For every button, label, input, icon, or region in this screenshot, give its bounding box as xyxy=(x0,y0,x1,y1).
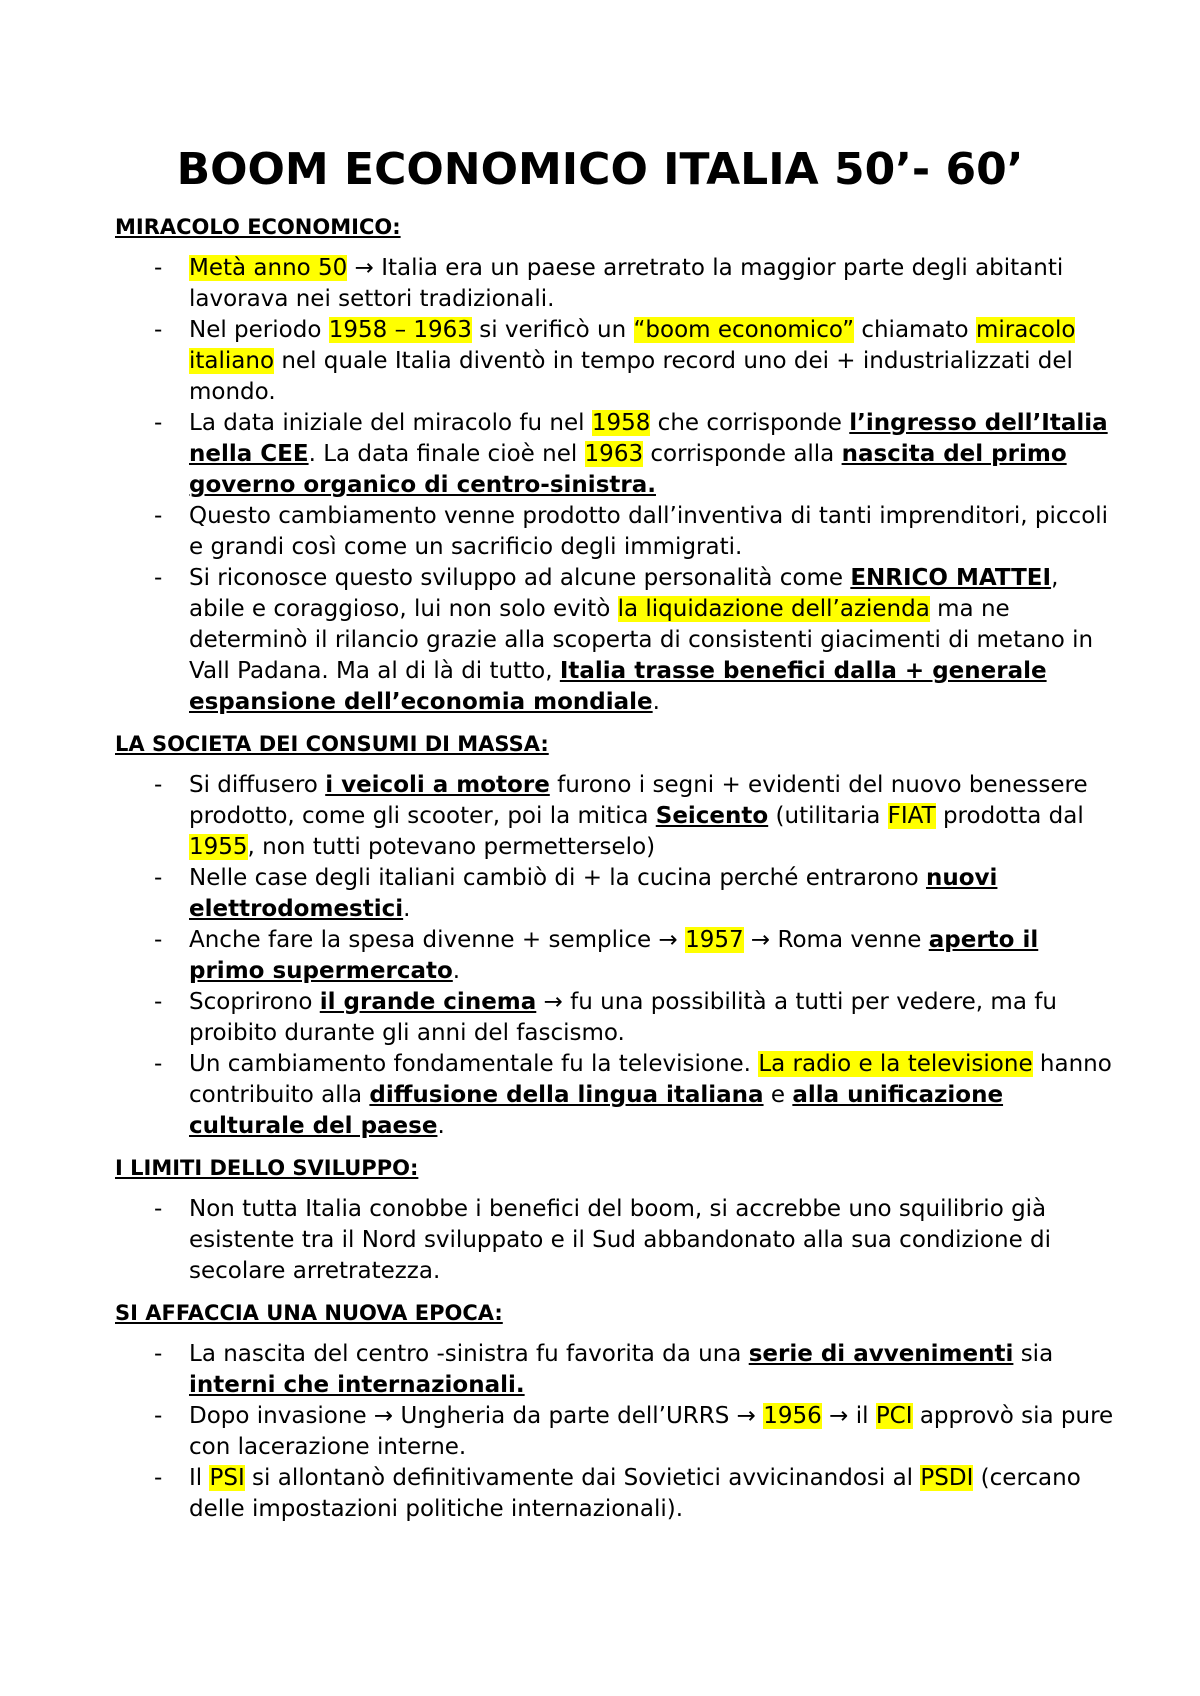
highlighted-text: PCI xyxy=(875,1403,913,1429)
highlighted-text: PSDI xyxy=(920,1465,974,1491)
document-body xyxy=(115,212,1115,1536)
text-segment: si verificò un xyxy=(471,317,634,343)
text-segment: ma ne determinò il rilancio grazie alla scoperta di consistenti giacimenti di metano in Vall Padana. Ma al di là di tutto, xyxy=(189,596,1094,684)
text-segment: La nascita del centro -sinistra fu favorita da una xyxy=(189,1341,749,1367)
text-segment: (utilitaria xyxy=(768,803,888,829)
text-segment: approvò sia pure con lacerazione interne. xyxy=(189,1403,1114,1460)
highlighted-text: 1963 xyxy=(584,441,644,467)
text-segment: prodotta dal xyxy=(935,803,1084,829)
text-segment: hanno contribuito alla xyxy=(189,1051,1112,1108)
bullet-list xyxy=(115,253,1115,718)
text-segment: (cercano delle impostazioni politiche internazionali). xyxy=(189,1465,1081,1522)
bullet-dash: - xyxy=(154,989,163,1015)
bullet-dash: - xyxy=(154,865,163,891)
highlighted-text: Metà anno 50 xyxy=(189,255,348,281)
text-segment: . xyxy=(403,896,411,922)
text-segment: furono i segni + evidenti del nuovo benessere prodotto, come gli scooter, poi la mitica xyxy=(189,772,1088,829)
text-segment: La data iniziale del miracolo fu nel xyxy=(189,410,592,436)
text-segment: Nelle case degli italiani cambiò di + la cucina perché entrarono xyxy=(189,865,926,891)
bullet-dash: - xyxy=(154,503,163,529)
bold-underlined-text: il grande cinema xyxy=(319,989,537,1015)
bullet-dash: - xyxy=(154,1403,163,1429)
list-item xyxy=(115,563,1115,718)
text-segment: → il xyxy=(821,1403,876,1429)
bold-underlined-text: aperto il primo supermercato xyxy=(189,927,1039,984)
text-segment: chiamato xyxy=(854,317,976,343)
bold-underlined-text: Seicento xyxy=(655,803,769,829)
section-heading: I LIMITI DELLO SVILUPPO: xyxy=(115,1156,419,1180)
list-item xyxy=(115,987,1115,1049)
highlighted-text: PSI xyxy=(209,1465,245,1491)
text-segment: Il xyxy=(189,1465,210,1491)
text-segment: Dopo invasione → Ungheria da parte dell’URRS → xyxy=(189,1403,764,1429)
text-segment: che corrisponde xyxy=(650,410,850,436)
list-item xyxy=(115,925,1115,987)
text-segment: → Roma venne xyxy=(743,927,929,953)
text-segment: Anche fare la spesa divenne + semplice → xyxy=(189,927,686,953)
bullet-dash: - xyxy=(154,255,163,281)
highlighted-text: 1957 xyxy=(685,927,744,953)
bullet-dash: - xyxy=(154,1196,163,1222)
highlighted-text: 1956 xyxy=(763,1403,822,1429)
text-segment: , abile e coraggioso, lui non solo evitò xyxy=(189,565,1059,622)
text-segment: Si riconosce questo sviluppo ad alcune personalità come xyxy=(189,565,851,591)
bullet-dash: - xyxy=(154,1341,163,1367)
list-item xyxy=(115,315,1115,408)
list-item xyxy=(115,501,1115,563)
section-heading: LA SOCIETA DEI CONSUMI DI MASSA: xyxy=(115,732,549,756)
text-segment: Si diffusero xyxy=(189,772,326,798)
text-segment: , non tutti potevano permetterselo) xyxy=(247,834,656,860)
text-segment: → Italia era un paese arretrato la maggior parte degli abitanti lavorava nei settori tradizionali. xyxy=(189,255,1064,312)
highlighted-text: La radio e la televisione xyxy=(758,1051,1033,1077)
bold-underlined-text: i veicoli a motore xyxy=(325,772,550,798)
highlighted-text: la liquidazione dell’azienda xyxy=(617,596,930,622)
highlighted-text: 1955 xyxy=(189,834,248,860)
bold-underlined-text: diffusione della lingua italiana xyxy=(369,1082,764,1108)
bold-underlined-text: Italia trasse benefici dalla + generale espansione dell’economia mondiale xyxy=(189,658,1047,715)
list-item xyxy=(115,408,1115,501)
list-item xyxy=(115,253,1115,315)
text-segment: Nel periodo xyxy=(189,317,329,343)
bullet-list xyxy=(115,770,1115,1142)
text-segment: nel quale Italia diventò in tempo record uno dei + industrializzati del mondo. xyxy=(189,348,1073,405)
highlighted-text: miracolo italiano xyxy=(189,317,1076,374)
text-segment: Un cambiamento fondamentale fu la televisione. xyxy=(189,1051,759,1077)
document-title: BOOM ECONOMICO ITALIA 50’- 60’ xyxy=(176,144,1024,195)
text-segment: . xyxy=(652,689,660,715)
highlighted-text: 1958 xyxy=(591,410,651,436)
list-item xyxy=(115,863,1115,925)
bullet-list xyxy=(115,1194,1115,1287)
bullet-dash: - xyxy=(154,565,163,591)
bullet-dash: - xyxy=(154,410,163,436)
text-segment: . xyxy=(452,958,461,984)
list-item xyxy=(115,1049,1115,1142)
bold-underlined-text: l’ingresso dell’Italia nella CEE xyxy=(189,410,1108,467)
text-segment: → fu una possibilità a tutti per vedere, ma fu proibito durante gli anni del fascismo. xyxy=(189,989,1057,1046)
bullet-dash: - xyxy=(154,1465,163,1491)
text-segment: Non tutta Italia conobbe i benefici del boom, si accrebbe uno squilibrio già esistente tra il Nord sviluppato e il Sud abbandonato alla sua condizione di secolare arretratezza. xyxy=(189,1196,1052,1284)
list-item xyxy=(115,770,1115,863)
section-heading: MIRACOLO ECONOMICO: xyxy=(115,215,401,239)
bullet-dash: - xyxy=(154,772,163,798)
list-item xyxy=(115,1401,1115,1463)
bold-underlined-text: ENRICO MATTEI xyxy=(850,565,1052,591)
text-segment: corrisponde alla xyxy=(643,441,842,467)
highlighted-text: FIAT xyxy=(887,803,936,829)
text-segment: si allontanò definitivamente dai Sovietici avvicinandosi al xyxy=(244,1465,921,1491)
bold-underlined-text: nuovi elettrodomestici xyxy=(189,865,998,922)
highlighted-text: 1958 – 1963 xyxy=(328,317,472,343)
text-segment: sia xyxy=(1013,1341,1054,1367)
bullet-dash: - xyxy=(154,317,163,343)
bullet-dash: - xyxy=(154,1051,163,1077)
text-segment: Questo cambiamento venne prodotto dall’inventiva di tanti imprenditori, piccoli e grandi così come un sacrificio degli immigrati. xyxy=(189,503,1109,560)
text-segment: . La data finale cioè nel xyxy=(308,441,585,467)
bold-underlined-text: serie di avvenimenti xyxy=(748,1341,1014,1367)
highlighted-text: “boom economico” xyxy=(633,317,855,343)
list-item xyxy=(115,1194,1115,1287)
list-item xyxy=(115,1339,1115,1401)
list-item xyxy=(115,1463,1115,1525)
bullet-list xyxy=(115,1339,1115,1525)
text-segment: . xyxy=(437,1113,445,1139)
text-segment: Scoprirono xyxy=(189,989,320,1015)
bullet-dash: - xyxy=(154,927,163,953)
bold-underlined-text: nascita del primo governo organico di centro-sinistra. xyxy=(189,441,1067,498)
bold-underlined-text: interni che internazionali. xyxy=(189,1372,525,1398)
section-heading: SI AFFACCIA UNA NUOVA EPOCA: xyxy=(115,1301,503,1325)
text-segment: e xyxy=(763,1082,793,1108)
bold-underlined-text: alla unificazione culturale del paese xyxy=(189,1082,1004,1139)
